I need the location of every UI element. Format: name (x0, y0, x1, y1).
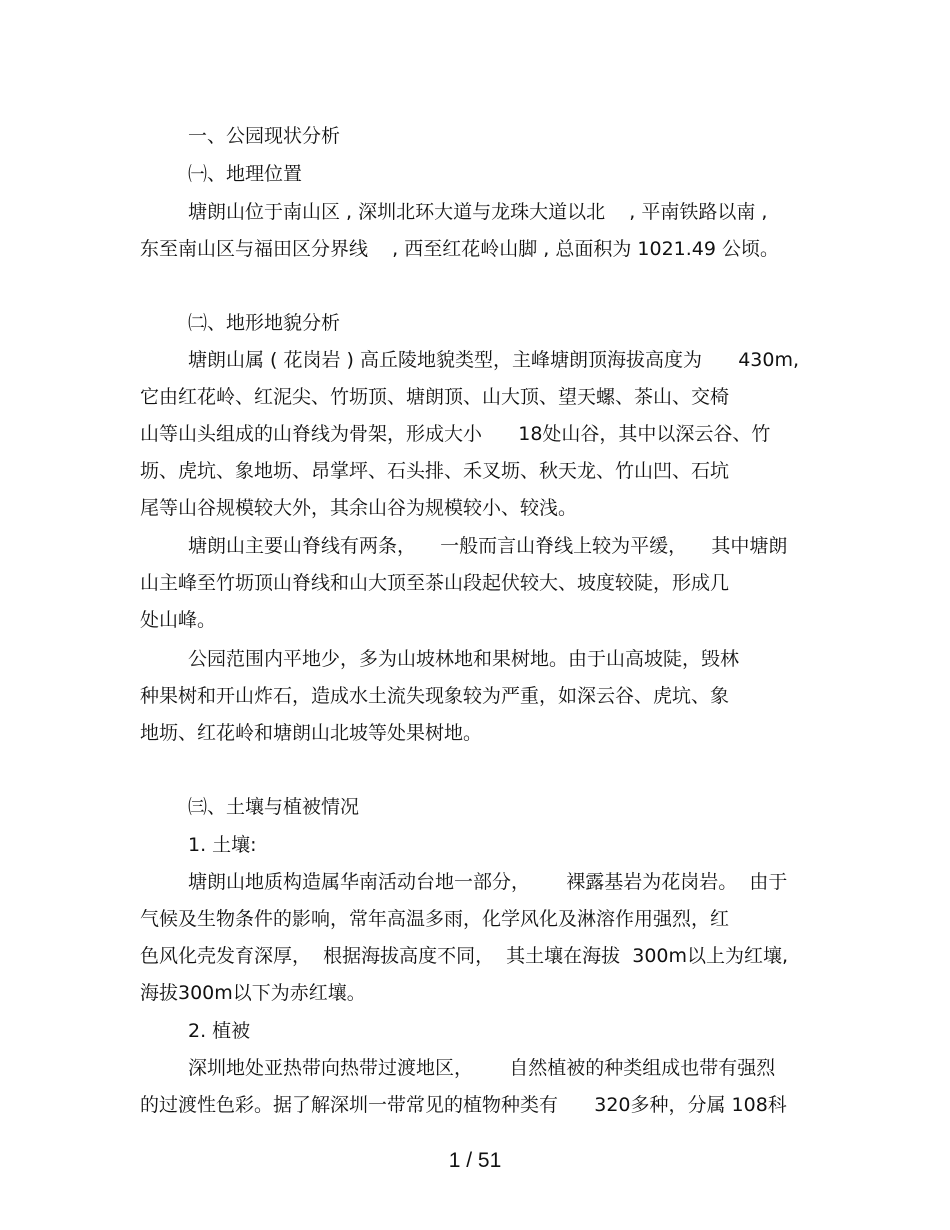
paragraph-line: 塘朗山地质构造属华南活动台地一部分， 裸露基岩为花岗岩。 由于 (188, 871, 788, 893)
section-title-soil-vegetation: ㈢、土壤与植被情况 (188, 796, 360, 818)
main-heading: 一、公园现状分析 (188, 125, 341, 147)
section-title-location: ㈠、地理位置 (188, 163, 303, 185)
subsection-title-soil: 1. 土壤: (188, 834, 257, 856)
paragraph-line: 山主峰至竹坜顶山脊线和山大顶至茶山段起伏较大、坡度较陡，形成几 (140, 572, 730, 594)
paragraph-line: 塘朗山主要山脊线有两条， 一般而言山脊线上较为平缓， 其中塘朗 (188, 535, 788, 557)
paragraph-line: 塘朗山位于南山区 , 深圳北环大道与龙珠大道以北 , 平南铁路以南 , (188, 201, 768, 223)
paragraph-line: 海拔300m以下为赤红壤。 (140, 982, 366, 1004)
paragraph-line: 公园范围内平地少，多为山坡林地和果树地。由于山高坡陡，毁林 (188, 648, 740, 670)
paragraph-line: 气候及生物条件的影响，常年高温多雨，化学风化及淋溶作用强烈，红 (140, 908, 730, 930)
paragraph-line: 的过渡性色彩。据了解深圳一带常见的植物种类有 320多种，分属 108科 (140, 1094, 787, 1116)
paragraph-line: 地坜、红花岭和塘朗山北坡等处果树地。 (140, 722, 483, 744)
paragraph-line: 深圳地处亚热带向热带过渡地区， 自然植被的种类组成也带有强烈 (188, 1057, 776, 1079)
page-number: 1 / 51 (448, 1149, 502, 1172)
paragraph-line: 塘朗山属 ( 花岗岩 ) 高丘陵地貌类型，主峰塘朗顶海拔高度为 430m, (188, 349, 800, 371)
paragraph-line: 尾等山谷规模较大外，其余山谷为规模较小、较浅。 (140, 497, 578, 519)
subsection-title-vegetation: 2. 植被 (188, 1020, 251, 1042)
paragraph-line: 色风化壳发育深厚， 根据海拔高度不同， 其土壤在海拔 300m以上为红壤, (140, 945, 789, 967)
paragraph-line: 它由红花岭、红泥尖、竹坜顶、塘朗顶、山大顶、望天螺、茶山、交椅 (140, 386, 730, 408)
paragraph-line: 处山峰。 (140, 609, 217, 631)
paragraph-line: 山等山头组成的山脊线为骨架，形成大小 18处山谷，其中以深云谷、竹 (140, 423, 771, 445)
paragraph-line: 坜、虎坑、象地坜、昂掌坪、石头排、禾叉坜、秋天龙、竹山凹、石坑 (140, 460, 730, 482)
section-title-terrain: ㈡、地形地貌分析 (188, 312, 341, 334)
paragraph-line: 东至南山区与福田区分界线 , 西至红花岭山脚 , 总面积为 1021.49 公顷。 (140, 238, 780, 260)
paragraph-line: 种果树和开山炸石，造成水土流失现象较为严重，如深云谷、虎坑、象 (140, 685, 730, 707)
